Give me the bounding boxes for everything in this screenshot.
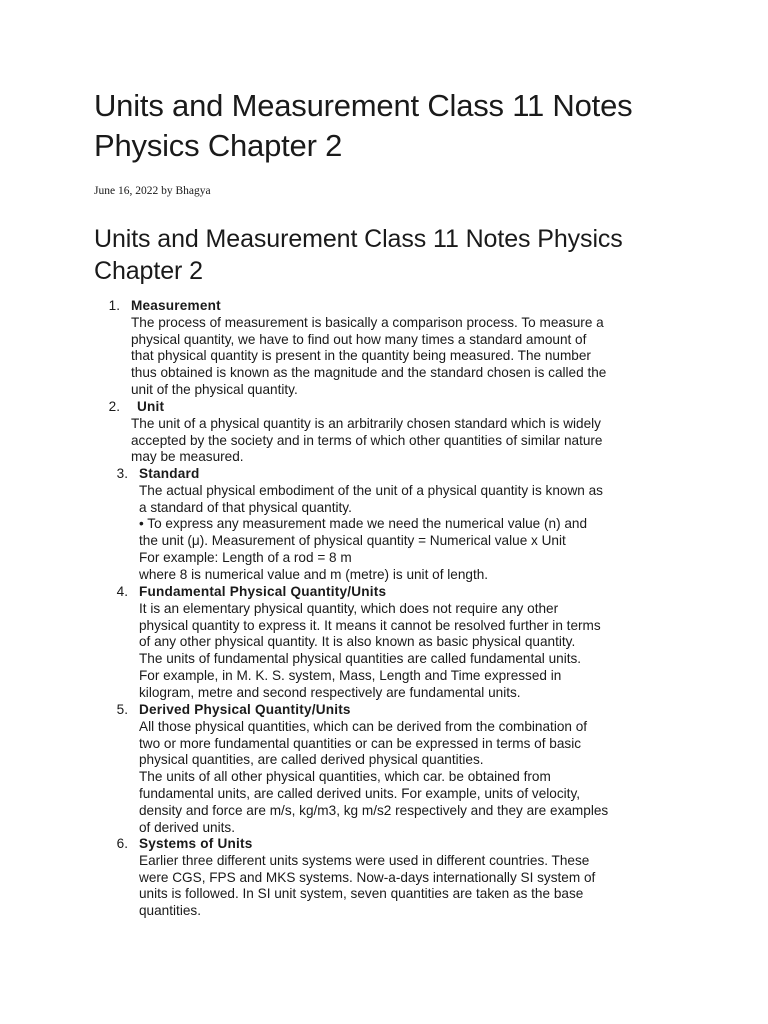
post-meta xyxy=(94,185,694,197)
item-line: density and force are m/s, kg/m3, kg m/s2 respectively and they are examples xyxy=(139,802,609,818)
item-line: of derived units. xyxy=(139,819,235,835)
list-number: 3. xyxy=(116,466,128,481)
item-line: fundamental units, are called derived units. For example, units of velocity, xyxy=(139,785,581,801)
list-number: 2. xyxy=(108,399,120,414)
item-line: The actual physical embodiment of the unit of a physical quantity is known as xyxy=(139,482,603,498)
item-line: of any other physical quantity. It is also known as basic physical quantity. xyxy=(139,634,576,650)
item-line: The units of all other physical quantities, which car. be obtained from xyxy=(139,769,551,785)
item-heading: Derived Physical Quantity/Units xyxy=(139,702,351,717)
list-number: 1. xyxy=(108,298,120,313)
article xyxy=(94,86,694,287)
item-line: It is an elementary physical quantity, which does not require any other xyxy=(139,600,559,616)
item-heading: Standard xyxy=(139,466,200,481)
item-line: physical quantities, are called derived physical quantities. xyxy=(139,752,484,768)
item-line: where 8 is numerical value and m (metre) is unit of length. xyxy=(139,566,489,582)
item-line: the unit (μ). Measurement of physical quantity = Numerical value x Unit xyxy=(139,533,566,549)
item-line: For example, in M. K. S. system, Mass, Length and Time expressed in xyxy=(139,667,562,683)
item-line: All those physical quantities, which can be derived from the combination of xyxy=(139,718,588,734)
item-line: • To express any measurement made we need the numerical value (n) and xyxy=(139,516,588,532)
item-line: Earlier three different units systems were used in different countries. These xyxy=(139,852,590,868)
item-line: may be measured. xyxy=(131,449,244,465)
post-date[interactable]: June 16, 2022 xyxy=(94,185,159,197)
item-heading: Fundamental Physical Quantity/Units xyxy=(139,584,387,599)
item-line: kilogram, metre and second respectively are fundamental units. xyxy=(139,684,521,700)
item-line: The unit of a physical quantity is an arbitrarily chosen standard which is widely xyxy=(131,415,601,431)
item-line: thus obtained is known as the magnitude and the standard chosen is called the xyxy=(131,365,607,381)
article-title: Units and Measurement Class 11 Notes Physics Chapter 2 xyxy=(94,88,633,163)
item-line: accepted by the society and in terms of which other quantities of similar nature xyxy=(131,432,603,448)
by-label: by xyxy=(161,185,173,197)
item-line: two or more fundamental quantities or can be expressed in terms of basic xyxy=(139,735,582,751)
item-heading: Unit xyxy=(137,399,165,414)
item-heading: Systems of Units xyxy=(139,836,253,851)
item-line: The process of measurement is basically a comparison process. To measure a xyxy=(131,314,604,330)
item-line: unit of the physical quantity. xyxy=(131,381,298,397)
item-line: units is followed. In SI unit system, seven quantities are taken as the base xyxy=(139,886,584,902)
item-line: The units of fundamental physical quantities are called fundamental units. xyxy=(139,651,582,667)
item-heading: Measurement xyxy=(131,298,221,313)
item-line: were CGS, FPS and MKS systems. Now-a-days internationally SI system of xyxy=(139,869,596,885)
list-number: 6. xyxy=(116,836,128,851)
item-line: physical quantity to express it. It means it cannot be resolved further in terms xyxy=(139,617,601,633)
list-number: 5. xyxy=(116,702,128,717)
item-line: For example: Length of a rod = 8 m xyxy=(139,549,352,565)
item-line: that physical quantity is present in the quantity being measured. The number xyxy=(131,348,591,364)
item-line: physical quantity, we have to find out how many times a standard amount of xyxy=(131,331,587,347)
item-line: quantities. xyxy=(139,903,201,919)
list-number: 4. xyxy=(116,584,128,599)
item-line: a standard of that physical quantity. xyxy=(139,499,352,515)
section-title: Units and Measurement Class 11 Notes Physics Chapter 2 xyxy=(94,225,623,285)
author-name[interactable]: Bhagya xyxy=(175,185,211,197)
